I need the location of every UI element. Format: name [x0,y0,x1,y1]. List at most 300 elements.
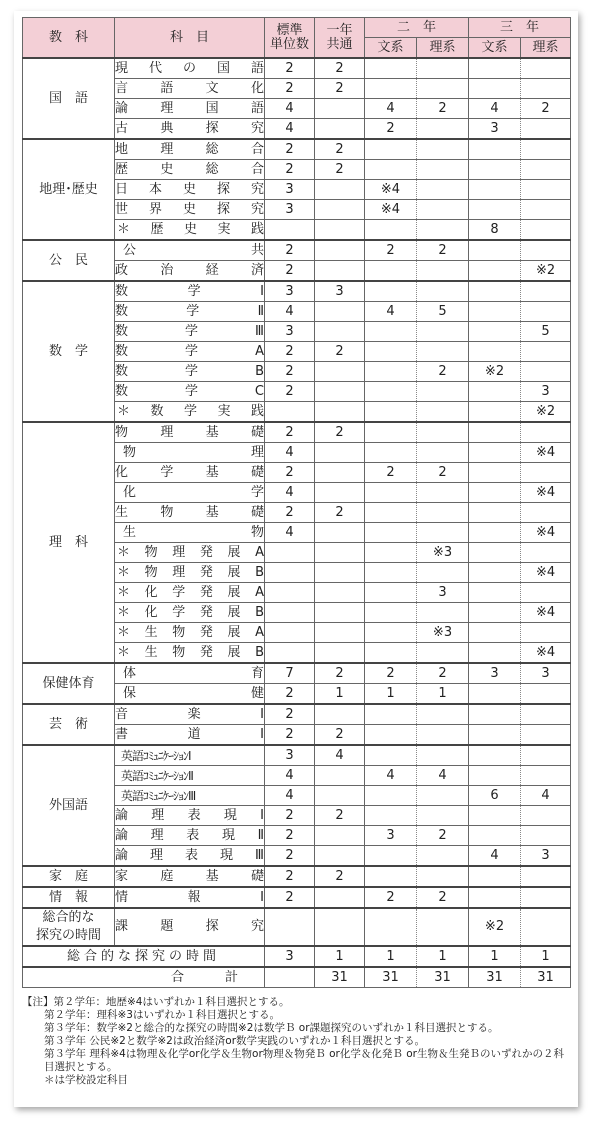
value-cell-y2b [365,483,417,503]
header-kamoku: 科 目 [115,18,265,59]
value-cell-y2r [417,281,469,302]
value-cell-std [265,563,315,583]
value-cell-y2r [417,806,469,826]
category-cell: 総合的な 探究の時間 [23,908,115,946]
subject-cell: ＊化学発展A [115,583,265,603]
value-cell-y3r: 5 [521,322,571,342]
value-cell-std: 2 [265,139,315,160]
value-cell-std [265,543,315,563]
table-row [23,745,571,766]
note-line: 【注】第２学年：地歴※4はいずれか１科目選択とする。 [22,996,290,1008]
value-cell-y1 [315,240,365,261]
value-cell-y3r [521,503,571,523]
value-cell-y3b [469,866,521,887]
note-line: ＊は学校設定科目 [44,1074,128,1086]
value-cell-std: 3 [265,180,315,200]
value-cell-std: 2 [265,704,315,725]
value-cell-y3r [521,180,571,200]
subject-cell: 歴史総合 [115,160,265,180]
value-cell-y1 [315,583,365,603]
total-row-label: 合 計 [23,967,265,988]
value-cell-y3r [521,866,571,887]
value-cell-y3r: 2 [521,99,571,119]
value-cell-y1 [315,322,365,342]
value-cell-std: 2 [265,725,315,746]
value-cell-y1 [315,382,365,402]
value-cell-y2b [365,382,417,402]
value-cell-y1 [315,483,365,503]
value-cell-y3r: 1 [521,946,571,967]
subject-cell: 数学Ⅲ [115,322,265,342]
value-cell-y2b: 4 [365,99,417,119]
value-cell-y3r [521,302,571,322]
value-cell-y1 [315,766,365,786]
subject-cell: 数学C [115,382,265,402]
value-cell-y2r [417,846,469,867]
value-cell-y2r [417,563,469,583]
value-cell-y3r [521,200,571,220]
subject-cell: 情報Ⅰ [115,887,265,908]
value-cell-y1 [315,643,365,664]
value-cell-y3r: ※4 [521,523,571,543]
value-cell-std: 4 [265,786,315,806]
subject-cell: 数学Ⅰ [115,281,265,302]
value-cell-std: 4 [265,443,315,463]
value-cell-y2r: ※3 [417,543,469,563]
value-cell-y3r: ※2 [521,402,571,423]
value-cell-std: 4 [265,99,315,119]
value-cell-y2b [365,806,417,826]
value-cell-y3b [469,180,521,200]
value-cell-y3r: 31 [521,967,571,988]
value-cell-std [265,623,315,643]
value-cell-std: 2 [265,261,315,282]
value-cell-y2b [365,563,417,583]
value-cell-y3b [469,281,521,302]
value-cell-y3b [469,643,521,664]
value-cell-y2b [365,139,417,160]
table-row [23,908,571,946]
value-cell-y3b [469,704,521,725]
value-cell-y3r [521,725,571,746]
value-cell-y2b: 4 [365,766,417,786]
header-sannen: 三 年 [469,18,571,38]
subject-cell: 数学B [115,362,265,382]
value-cell-y2r [417,643,469,664]
value-cell-y3b [469,302,521,322]
value-cell-std: 2 [265,684,315,705]
value-cell-y3b: 4 [469,846,521,867]
value-cell-y3b: ※2 [469,362,521,382]
value-cell-std: 3 [265,745,315,766]
value-cell-y2b [365,402,417,423]
value-cell-std: 2 [265,866,315,887]
note-line: 第３学年：数学※2と総合的な探究の時間※2は数学Ｂ or課題探究のいずれか１科目選択とする。 [44,1022,499,1034]
value-cell-std [265,603,315,623]
value-cell-y1: 2 [315,866,365,887]
subject-cell: 生物 [115,523,265,543]
value-cell-std: 2 [265,79,315,99]
value-cell-y2b [365,543,417,563]
value-cell-y1 [315,119,365,140]
value-cell-y2b: 2 [365,119,417,140]
value-cell-y1 [315,826,365,846]
value-cell-y1: 2 [315,422,365,443]
value-cell-y3b: 1 [469,946,521,967]
value-cell-y3r [521,623,571,643]
value-cell-y2r: 2 [417,887,469,908]
table-row [23,58,571,79]
value-cell-y3b [469,887,521,908]
category-cell: 家 庭 [23,866,115,887]
value-cell-y3r [521,463,571,483]
value-cell-y2r [417,866,469,887]
value-cell-y2b: 3 [365,826,417,846]
value-cell-y2b: 1 [365,946,417,967]
value-cell-y1 [315,887,365,908]
table-row [23,281,571,302]
subject-cell: 英語ｺﾐｭﾆｹｰｼｮﾝⅢ [115,786,265,806]
value-cell-y1: 2 [315,139,365,160]
value-cell-y3b [469,523,521,543]
value-cell-y3b [469,322,521,342]
value-cell-y2r [417,422,469,443]
subject-cell: 言語文化 [115,79,265,99]
table-row [23,240,571,261]
category-cell: 公 民 [23,240,115,281]
header-y2-bunkei: 文系 [365,38,417,59]
value-cell-y1 [315,180,365,200]
value-cell-y1 [315,302,365,322]
value-cell-y1 [315,523,365,543]
note-line: 第２学年：理科※3はいずれか１科目選択とする。 [44,1009,280,1021]
value-cell-y3b: 8 [469,220,521,241]
value-cell-y1: 1 [315,946,365,967]
value-cell-std: 4 [265,523,315,543]
value-cell-y1 [315,362,365,382]
value-cell-y2b: 1 [365,684,417,705]
value-cell-y3b [469,402,521,423]
value-cell-y2b: 4 [365,302,417,322]
value-cell-y1: 2 [315,160,365,180]
value-cell-std: 2 [265,382,315,402]
value-cell-std: 3 [265,281,315,302]
subject-cell: 数学Ⅱ [115,302,265,322]
value-cell-y3b [469,58,521,79]
note-line: 第３学年 公民※2と数学※2は政治経済or数学実践のいずれか１科目選択とする。 [44,1035,426,1047]
value-cell-y3r [521,766,571,786]
value-cell-std: 2 [265,362,315,382]
value-cell-std [265,402,315,423]
value-cell-y3b [469,806,521,826]
value-cell-y2r: 2 [417,826,469,846]
category-cell: 芸 術 [23,704,115,745]
subject-cell: 現代の国語 [115,58,265,79]
value-cell-y3r [521,79,571,99]
value-cell-y1 [315,220,365,241]
value-cell-y3r: ※4 [521,643,571,664]
value-cell-y3b: 3 [469,663,521,684]
value-cell-y1: 2 [315,503,365,523]
value-cell-y2b [365,503,417,523]
value-cell-std: 2 [265,240,315,261]
value-cell-y3b [469,382,521,402]
table-row [23,887,571,908]
value-cell-y3r: ※4 [521,603,571,623]
value-cell-y2r: 2 [417,99,469,119]
value-cell-std: 2 [265,826,315,846]
subject-cell: 世界史探究 [115,200,265,220]
value-cell-y3b [469,261,521,282]
subject-cell: 物理基礎 [115,422,265,443]
value-cell-y1 [315,543,365,563]
value-cell-y3r: 3 [521,846,571,867]
value-cell-y1 [315,99,365,119]
value-cell-y2r: 31 [417,967,469,988]
value-cell-y1: 2 [315,58,365,79]
value-cell-y3b [469,766,521,786]
notes [22,996,572,1087]
value-cell-y3r: 3 [521,382,571,402]
value-cell-y1 [315,603,365,623]
value-cell-y2r [417,908,469,946]
value-cell-y2r [417,443,469,463]
subject-cell: 古典探究 [115,119,265,140]
header-ichinen: 一年 共通 [315,18,365,59]
value-cell-y1: 2 [315,725,365,746]
value-cell-y3r [521,908,571,946]
value-cell-y1: 1 [315,684,365,705]
value-cell-y2r: 1 [417,946,469,967]
value-cell-y2r [417,139,469,160]
value-cell-y2r: 1 [417,684,469,705]
value-cell-y2r [417,58,469,79]
value-cell-y1 [315,908,365,946]
value-cell-y1: 2 [315,342,365,362]
header-ninen: 二 年 [365,18,469,38]
value-cell-y3r: ※2 [521,261,571,282]
value-cell-y2r [417,322,469,342]
subject-cell: 論理国語 [115,99,265,119]
subject-cell: 数学A [115,342,265,362]
value-cell-y2b [365,745,417,766]
value-cell-y3r [521,119,571,140]
value-cell-std: 3 [265,322,315,342]
value-cell-std: 4 [265,302,315,322]
subject-cell: 家庭基礎 [115,866,265,887]
value-cell-y2b [365,220,417,241]
value-cell-y2r [417,483,469,503]
value-cell-y3r [521,220,571,241]
value-cell-y3b [469,463,521,483]
value-cell-y3r [521,160,571,180]
value-cell-y2r: 2 [417,362,469,382]
value-cell-y2b [365,786,417,806]
value-cell-y1 [315,402,365,423]
value-cell-y3r [521,543,571,563]
value-cell-y3b [469,139,521,160]
value-cell-y2b [365,908,417,946]
value-cell-y3b [469,563,521,583]
value-cell-y3r [521,806,571,826]
value-cell-std: 2 [265,160,315,180]
value-cell-y3b [469,443,521,463]
table-row [23,866,571,887]
value-cell-y1: 2 [315,806,365,826]
subject-cell: 化学 [115,483,265,503]
subject-cell: ＊物理発展A [115,543,265,563]
value-cell-y3b: 4 [469,99,521,119]
subject-cell: 地理総合 [115,139,265,160]
value-cell-y3b [469,826,521,846]
header-kyouka: 教 科 [23,18,115,59]
value-cell-y2b: 2 [365,887,417,908]
value-cell-y2b [365,261,417,282]
subject-cell: 公共 [115,240,265,261]
value-cell-y1 [315,563,365,583]
value-cell-y3b [469,240,521,261]
value-cell-y3b [469,483,521,503]
value-cell-y1 [315,200,365,220]
value-cell-std: 4 [265,119,315,140]
value-cell-std [265,643,315,664]
value-cell-y2r [417,503,469,523]
value-cell-y2r [417,79,469,99]
value-cell-y2b [365,362,417,382]
subject-cell: ＊数学実践 [115,402,265,423]
value-cell-y1: 4 [315,745,365,766]
value-cell-y3b [469,160,521,180]
value-cell-y2b [365,583,417,603]
category-cell: 理 科 [23,422,115,663]
value-cell-y2r: 2 [417,463,469,483]
subject-cell: 化学基礎 [115,463,265,483]
curriculum-table [22,17,571,988]
category-cell: 数 学 [23,281,115,422]
value-cell-y2b [365,623,417,643]
value-cell-y2b [365,422,417,443]
value-cell-y3b [469,342,521,362]
value-cell-y3b [469,583,521,603]
value-cell-y3r: ※4 [521,443,571,463]
header-y2-rikei: 理系 [417,38,469,59]
subject-cell: 政治経済 [115,261,265,282]
subject-cell: 書道Ⅰ [115,725,265,746]
value-cell-y3r: 3 [521,663,571,684]
value-cell-y2r: 4 [417,766,469,786]
value-cell-y2b [365,79,417,99]
sougou-row-label: 総合的な探究の時間 [23,946,265,967]
value-cell-y2r [417,786,469,806]
value-cell-y2b [365,322,417,342]
value-cell-y2r: 3 [417,583,469,603]
subject-cell: 日本史探究 [115,180,265,200]
value-cell-y1 [315,463,365,483]
value-cell-y2r [417,220,469,241]
value-cell-y3r [521,281,571,302]
value-cell-y3r [521,745,571,766]
value-cell-y3r [521,362,571,382]
value-cell-std: 4 [265,766,315,786]
value-cell-y2b [365,603,417,623]
value-cell-std [265,583,315,603]
value-cell-y3r [521,826,571,846]
category-cell: 情 報 [23,887,115,908]
value-cell-y2b: ※4 [365,180,417,200]
value-cell-y2b: 2 [365,240,417,261]
value-cell-y3b [469,623,521,643]
value-cell-y2r [417,342,469,362]
subject-cell: 保健 [115,684,265,705]
value-cell-y2b: 2 [365,463,417,483]
value-cell-y2b [365,58,417,79]
subject-cell: 英語ｺﾐｭﾆｹｰｼｮﾝⅠ [115,745,265,766]
subject-cell: 論理表現Ⅲ [115,846,265,867]
value-cell-y1 [315,846,365,867]
value-cell-y2r [417,745,469,766]
subject-cell: 体育 [115,663,265,684]
value-cell-y2r [417,180,469,200]
value-cell-y3b [469,503,521,523]
category-cell: 地理･歴史 [23,139,115,240]
value-cell-std: 2 [265,58,315,79]
value-cell-std: 3 [265,946,315,967]
subject-cell: 論理表現Ⅱ [115,826,265,846]
value-cell-y1: 2 [315,663,365,684]
value-cell-y2r [417,119,469,140]
value-cell-y3b [469,603,521,623]
value-cell-std [265,908,315,946]
value-cell-y2b: ※4 [365,200,417,220]
value-cell-y1 [315,443,365,463]
value-cell-y2r: 2 [417,663,469,684]
value-cell-y1 [315,786,365,806]
value-cell-std: 7 [265,663,315,684]
value-cell-std: 2 [265,463,315,483]
value-cell-y2b [365,725,417,746]
value-cell-y1 [315,261,365,282]
table-row [23,663,571,684]
table-row [23,422,571,443]
value-cell-y2r [417,160,469,180]
subject-cell: 音楽Ⅰ [115,704,265,725]
subject-cell: 物理 [115,443,265,463]
value-cell-y2b: 31 [365,967,417,988]
value-cell-y2b [365,281,417,302]
subject-cell: 課題探究 [115,908,265,946]
value-cell-std: 2 [265,806,315,826]
subject-cell: ＊化学発展B [115,603,265,623]
value-cell-y3b [469,200,521,220]
curriculum-body [23,58,571,988]
value-cell-std [265,967,315,988]
curriculum-card [14,11,578,1107]
value-cell-std: 2 [265,503,315,523]
value-cell-std: 2 [265,422,315,443]
value-cell-y2r [417,704,469,725]
subject-cell: 英語ｺﾐｭﾆｹｰｼｮﾝⅡ [115,766,265,786]
subject-cell: ＊生物発展B [115,643,265,664]
sougou-row [23,946,571,967]
subject-cell: 論理表現Ⅰ [115,806,265,826]
value-cell-y3b: 6 [469,786,521,806]
value-cell-y3r [521,240,571,261]
value-cell-y2b [365,342,417,362]
value-cell-y3r [521,422,571,443]
value-cell-y3r [521,58,571,79]
value-cell-y2r [417,603,469,623]
value-cell-y3b: ※2 [469,908,521,946]
